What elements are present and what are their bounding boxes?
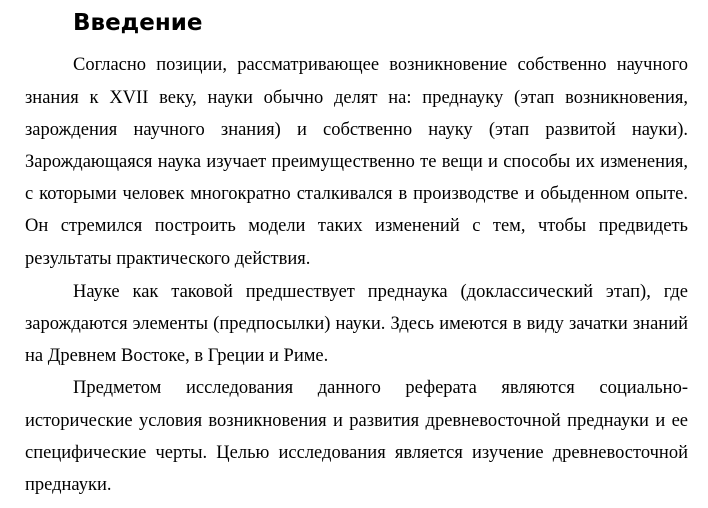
- paragraph-3-line-4: преднауки.: [25, 475, 112, 495]
- paragraph-3-line-2: исторические условия возникновения и развития древневосточной преднауки и ее: [25, 411, 688, 431]
- paragraph-1-line-3: зарождения научного знания) и собственно науку (этап развитой науки).: [25, 120, 688, 140]
- paragraph-2-line-2: зарождаются элементы (предпосылки) науки. Здесь имеются в виду зачатки знаний: [25, 314, 688, 334]
- document-heading: Введение: [73, 10, 203, 36]
- paragraph-1-line-1: Согласно позиции, рассматривающее возникновение собственно научного: [73, 55, 688, 75]
- paragraph-3-line-3: специфические черты. Целью исследования является изучение древневосточной: [25, 443, 688, 463]
- paragraph-1-line-4: Зарождающаяся наука изучает преимущественно те вещи и способы их изменения,: [25, 152, 688, 172]
- paragraph-1-line-2: знания к XVII веку, науки обычно делят на: преднауку (этап возникновения,: [25, 88, 688, 108]
- paragraph-1-line-6: Он стремился построить модели таких изменений с тем, чтобы предвидеть: [25, 216, 688, 236]
- paragraph-3-line-1: Предметом исследования данного реферата являются социально-: [73, 378, 688, 398]
- paragraph-2-line-1: Науке как таковой предшествует преднаука (доклассический этап), где: [73, 282, 688, 302]
- paragraph-2-line-3: на Древнем Востоке, в Греции и Риме.: [25, 346, 329, 366]
- paragraph-1-line-5: с которыми человек многократно сталкивался в производстве и обыденном опыте.: [25, 184, 688, 204]
- paragraph-1-line-7: результаты практического действия.: [25, 249, 311, 269]
